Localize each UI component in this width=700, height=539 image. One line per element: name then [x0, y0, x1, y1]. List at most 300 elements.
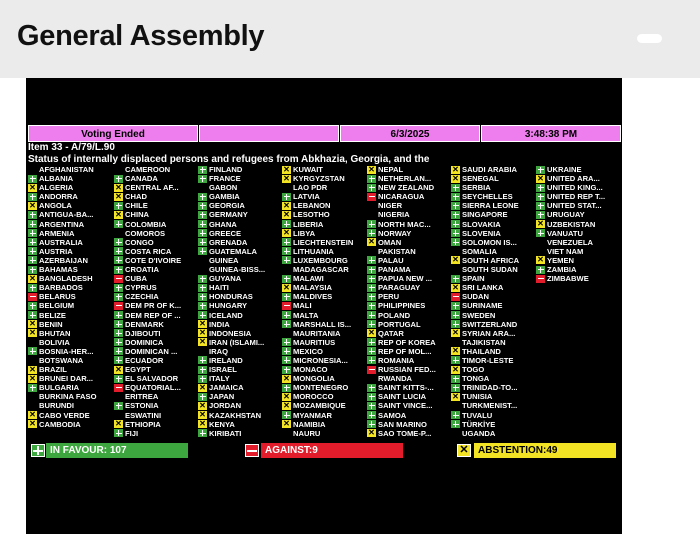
country-name: URUGUAY	[547, 210, 585, 220]
country-vote-row	[28, 201, 114, 210]
country-name: CYPRUS	[125, 283, 157, 293]
plus-icon	[114, 284, 123, 292]
country-vote-row	[198, 283, 284, 292]
plus-icon	[282, 356, 291, 364]
country-vote-row	[367, 283, 453, 292]
country-name: LITHUANIA	[293, 246, 334, 256]
plus-icon	[31, 444, 45, 457]
vote-column	[114, 165, 200, 438]
x-icon: ✕	[283, 210, 290, 219]
country-name: MAURITANIA	[293, 328, 341, 338]
plus-icon	[282, 411, 291, 419]
x-icon: ✕	[368, 237, 375, 247]
vote-column	[536, 165, 622, 283]
date-banner: 6/3/2025	[340, 125, 480, 142]
vote-column	[28, 165, 114, 429]
country-vote-row	[451, 420, 537, 429]
country-vote-row	[114, 429, 200, 438]
plus-icon	[198, 293, 207, 301]
country-vote-row	[451, 183, 537, 192]
country-vote-row	[536, 247, 622, 256]
plus-icon	[451, 320, 460, 328]
country-name: FIJI	[125, 428, 139, 438]
plus-icon	[282, 347, 291, 355]
country-vote-row	[451, 238, 537, 247]
country-vote-row	[282, 311, 368, 320]
plus-icon	[536, 193, 545, 201]
country-name: JAPAN	[209, 392, 235, 402]
plus-icon	[367, 275, 376, 283]
country-name: BURUNDI	[39, 401, 75, 411]
x-icon: ✕	[283, 165, 290, 174]
country-vote-row	[282, 165, 368, 174]
no-vote-blank	[28, 393, 37, 401]
country-vote-row	[198, 274, 284, 283]
country-name: BRUNEI DAR...	[39, 374, 94, 384]
plus-icon	[28, 247, 37, 255]
country-name: LIBYA	[293, 228, 316, 238]
x-icon: ✕	[199, 401, 206, 410]
country-vote-row	[536, 265, 622, 274]
plus-icon	[198, 275, 207, 283]
country-name: LAO PDR	[293, 183, 328, 193]
country-name: FRANCE	[209, 174, 241, 184]
x-icon: ✕	[29, 410, 36, 420]
country-name: YEMEN	[547, 255, 575, 265]
page-title: General Assembly	[17, 20, 265, 52]
country-name: BENIN	[39, 319, 63, 329]
plus-icon	[367, 266, 376, 274]
country-vote-row	[282, 292, 368, 301]
country-vote-row	[451, 329, 537, 338]
x-icon: ✕	[115, 210, 122, 219]
x-icon: ✕	[452, 328, 459, 338]
country-name: BOSNIA-HER...	[39, 346, 94, 356]
country-vote-row	[282, 401, 368, 410]
plus-icon	[28, 347, 37, 355]
plus-icon	[367, 311, 376, 319]
country-vote-row	[451, 356, 537, 365]
country-name: ROMANIA	[378, 355, 415, 365]
country-name: NAMIBIA	[293, 419, 326, 429]
plus-icon	[367, 320, 376, 328]
no-vote-blank	[28, 166, 37, 174]
plus-icon	[28, 238, 37, 246]
country-vote-row	[28, 374, 114, 383]
country-vote-row	[114, 338, 200, 347]
plus-icon	[536, 229, 545, 237]
plus-icon	[28, 302, 37, 310]
country-name: GABON	[209, 183, 238, 193]
plus-icon	[198, 311, 207, 319]
x-icon: ✕	[115, 365, 122, 374]
country-name: GRENADA	[209, 237, 248, 247]
country-vote-row	[28, 220, 114, 229]
country-name: SLOVAKIA	[462, 219, 501, 229]
country-vote-row	[367, 210, 453, 219]
country-vote-row	[367, 165, 453, 174]
country-vote-row	[282, 383, 368, 392]
country-vote-row	[114, 365, 200, 374]
country-name: GEORGIA	[209, 201, 245, 211]
country-vote-row	[282, 274, 368, 283]
plus-icon	[28, 311, 37, 319]
plus-icon	[114, 329, 123, 337]
country-vote-row	[451, 401, 537, 410]
plus-icon	[367, 338, 376, 346]
country-vote-row	[367, 356, 453, 365]
country-name: BELGIUM	[39, 301, 75, 311]
country-name: NORTH MAC...	[378, 219, 431, 229]
country-name: CROATIA	[125, 265, 160, 275]
country-name: DEM PR OF K...	[125, 301, 182, 311]
country-name: IRAQ	[209, 346, 228, 356]
country-name: MALTA	[293, 310, 319, 320]
country-vote-row	[28, 329, 114, 338]
plus-icon	[198, 202, 207, 210]
no-vote-blank	[536, 247, 545, 255]
country-vote-row	[536, 274, 622, 283]
country-name: AZERBAIJAN	[39, 255, 88, 265]
country-vote-row	[282, 338, 368, 347]
country-name: UKRAINE	[547, 165, 582, 174]
minus-icon	[451, 293, 460, 301]
no-vote-blank	[282, 429, 291, 437]
plus-icon	[114, 175, 123, 183]
plus-icon	[114, 375, 123, 383]
country-vote-row	[114, 311, 200, 320]
vote-column	[367, 165, 453, 438]
plus-icon	[282, 338, 291, 346]
abstention-total: ABSTENTION:49	[474, 443, 616, 458]
country-vote-row	[367, 383, 453, 392]
country-vote-row	[536, 256, 622, 265]
plus-icon	[282, 293, 291, 301]
country-vote-row	[536, 210, 622, 219]
no-vote-blank	[367, 247, 376, 255]
country-vote-row	[367, 392, 453, 401]
country-name: GHANA	[209, 219, 237, 229]
country-name: BOLIVIA	[39, 337, 70, 347]
country-vote-row	[536, 192, 622, 201]
country-vote-row	[367, 256, 453, 265]
country-vote-row	[198, 356, 284, 365]
no-vote-blank	[28, 356, 37, 364]
country-vote-row	[282, 329, 368, 338]
plus-icon	[451, 229, 460, 237]
country-name: MALAYSIA	[293, 283, 332, 293]
plus-icon	[367, 411, 376, 419]
country-vote-row	[451, 229, 537, 238]
country-name: HONDURAS	[209, 292, 253, 302]
no-vote-blank	[367, 211, 376, 219]
country-vote-row	[28, 183, 114, 192]
country-vote-row	[198, 374, 284, 383]
country-vote-row	[198, 220, 284, 229]
country-name: NIGER	[378, 201, 403, 211]
country-vote-row	[282, 220, 368, 229]
country-name: KIRIBATI	[209, 428, 242, 438]
country-name: TIMOR-LESTE	[462, 355, 514, 365]
x-icon: ✕	[29, 328, 36, 338]
country-vote-row	[367, 374, 453, 383]
plus-icon	[451, 302, 460, 310]
country-name: SOUTH SUDAN	[462, 265, 518, 275]
menu-pill-button[interactable]	[637, 34, 662, 43]
country-name: GREECE	[209, 228, 242, 238]
country-vote-row	[198, 365, 284, 374]
country-name: REP OF KOREA	[378, 337, 436, 347]
plus-icon	[451, 356, 460, 364]
no-vote-blank	[282, 184, 291, 192]
plus-icon	[282, 384, 291, 392]
plus-icon	[198, 375, 207, 383]
country-name: SIERRA LEONE	[462, 201, 519, 211]
country-name: TAJIKISTAN	[462, 337, 506, 347]
country-vote-row	[282, 301, 368, 310]
country-vote-row	[451, 256, 537, 265]
minus-icon	[367, 366, 376, 374]
country-vote-row	[28, 256, 114, 265]
country-vote-row	[28, 356, 114, 365]
country-vote-row	[282, 374, 368, 383]
no-vote-blank	[198, 347, 207, 355]
country-vote-row	[198, 311, 284, 320]
plus-icon	[28, 384, 37, 392]
country-name: DJIBOUTI	[125, 328, 161, 338]
country-name: KENYA	[209, 419, 235, 429]
country-vote-row	[28, 283, 114, 292]
country-vote-row	[282, 229, 368, 238]
x-icon: ✕	[537, 174, 544, 183]
plus-icon	[28, 193, 37, 201]
in-favour-total: IN FAVOUR: 107	[46, 443, 188, 458]
country-name: SOMALIA	[462, 246, 498, 256]
no-vote-blank	[451, 266, 460, 274]
country-vote-row	[451, 283, 537, 292]
plus-icon	[28, 229, 37, 237]
country-vote-row	[451, 347, 537, 356]
country-vote-row	[367, 301, 453, 310]
country-name: MONGOLIA	[293, 374, 335, 384]
country-name: COSTA RICA	[125, 246, 172, 256]
no-vote-blank	[114, 166, 123, 174]
country-name: CENTRAL AF...	[125, 183, 179, 193]
country-vote-row	[282, 247, 368, 256]
country-name: LUXEMBOURG	[293, 255, 348, 265]
x-icon: ✕	[29, 319, 36, 329]
voting-board	[26, 78, 622, 534]
plus-icon	[367, 220, 376, 228]
plus-icon	[282, 238, 291, 246]
plus-icon	[198, 166, 207, 174]
country-vote-row	[282, 392, 368, 401]
country-name: SAMOA	[378, 410, 407, 420]
country-vote-row	[198, 292, 284, 301]
country-name: SPAIN	[462, 274, 485, 284]
no-vote-blank	[114, 229, 123, 237]
country-name: SLOVENIA	[462, 228, 501, 238]
country-name: SAUDI ARABIA	[462, 165, 517, 174]
country-vote-row	[114, 383, 200, 392]
country-vote-row	[198, 265, 284, 274]
no-vote-blank	[198, 266, 207, 274]
vote-column	[451, 165, 537, 438]
plus-icon	[367, 284, 376, 292]
plus-icon	[367, 256, 376, 264]
country-name: BELIZE	[39, 310, 67, 320]
plus-icon	[114, 293, 123, 301]
country-vote-row	[282, 365, 368, 374]
x-icon: ✕	[452, 283, 459, 292]
x-icon: ✕	[368, 165, 375, 174]
country-vote-row	[451, 365, 537, 374]
country-vote-row	[198, 256, 284, 265]
plus-icon	[367, 302, 376, 310]
country-vote-row	[451, 165, 537, 174]
x-icon: ✕	[29, 365, 36, 374]
country-name: NEPAL	[378, 165, 404, 174]
plus-icon	[367, 229, 376, 237]
plus-icon	[536, 202, 545, 210]
plus-icon	[198, 193, 207, 201]
country-vote-row	[536, 174, 622, 183]
country-vote-row	[536, 229, 622, 238]
country-name: SYRIAN ARA...	[462, 328, 516, 338]
country-name: VIET NAM	[547, 246, 584, 256]
x-icon: ✕	[537, 219, 544, 229]
no-vote-blank	[28, 402, 37, 410]
no-vote-blank	[451, 402, 460, 410]
country-name: ISRAEL	[209, 365, 237, 375]
plus-icon	[114, 202, 123, 210]
country-vote-row	[367, 265, 453, 274]
country-name: CZECHIA	[125, 292, 159, 302]
country-name: ARMENIA	[39, 228, 75, 238]
country-name: SUDAN	[462, 292, 490, 302]
country-name: MEXICO	[293, 346, 323, 356]
plus-icon	[198, 220, 207, 228]
country-vote-row	[28, 165, 114, 174]
plus-icon	[282, 247, 291, 255]
country-name: KUWAIT	[293, 165, 323, 174]
country-vote-row	[282, 174, 368, 183]
x-icon: ✕	[283, 228, 290, 238]
country-name: JAMAICA	[209, 383, 244, 393]
country-name: CHAD	[125, 192, 147, 202]
country-vote-row	[114, 347, 200, 356]
country-name: MALI	[293, 301, 312, 311]
country-vote-row	[114, 192, 200, 201]
country-name: SURINAME	[462, 301, 503, 311]
country-name: ANTIGUA-BA...	[39, 210, 94, 220]
country-vote-row	[114, 392, 200, 401]
country-name: PANAMA	[378, 265, 411, 275]
country-name: MALAWI	[293, 274, 324, 284]
country-vote-row	[198, 165, 284, 174]
country-name: LESOTHO	[293, 210, 330, 220]
plus-icon	[28, 266, 37, 274]
country-name: FINLAND	[209, 165, 243, 174]
x-icon: ✕	[199, 319, 206, 329]
x-icon: ✕	[452, 365, 459, 374]
plus-icon	[451, 220, 460, 228]
x-icon: ✕	[283, 419, 290, 429]
plus-icon	[114, 347, 123, 355]
country-vote-row	[114, 283, 200, 292]
plus-icon	[451, 375, 460, 383]
country-name: ZAMBIA	[547, 265, 577, 275]
country-vote-row	[114, 201, 200, 210]
country-name: BHUTAN	[39, 328, 71, 338]
country-vote-row	[367, 329, 453, 338]
country-vote-row	[282, 265, 368, 274]
country-name: NAURU	[293, 428, 321, 438]
country-vote-row	[367, 320, 453, 329]
country-vote-row	[114, 165, 200, 174]
country-vote-row	[367, 192, 453, 201]
plus-icon	[114, 311, 123, 319]
country-name: PERU	[378, 292, 400, 302]
country-vote-row	[451, 392, 537, 401]
x-icon: ✕	[199, 337, 206, 347]
country-name: SINGAPORE	[462, 210, 508, 220]
country-name: ALBANIA	[39, 174, 74, 184]
country-vote-row	[28, 238, 114, 247]
country-vote-row	[451, 429, 537, 438]
plus-icon	[451, 238, 460, 246]
country-name: HAITI	[209, 283, 229, 293]
country-name: CABO VERDE	[39, 410, 90, 420]
country-name: ARGENTINA	[39, 219, 85, 229]
x-icon: ✕	[115, 183, 122, 192]
plus-icon	[198, 211, 207, 219]
x-icon: ✕	[115, 419, 122, 429]
country-vote-row	[367, 365, 453, 374]
plus-icon	[282, 193, 291, 201]
country-name: BOTSWANA	[39, 355, 84, 365]
country-name: QATAR	[378, 328, 404, 338]
country-vote-row	[198, 301, 284, 310]
country-vote-row	[367, 247, 453, 256]
country-name: VENEZUELA	[547, 237, 593, 247]
plus-icon	[282, 220, 291, 228]
country-vote-row	[367, 238, 453, 247]
country-vote-row	[114, 374, 200, 383]
country-vote-row	[198, 174, 284, 183]
x-icon: ✕	[368, 328, 375, 338]
country-vote-row	[198, 383, 284, 392]
country-name: ICELAND	[209, 310, 243, 320]
minus-icon	[28, 293, 37, 301]
country-name: ANDORRA	[39, 192, 78, 202]
country-name: SOLOMON IS...	[462, 237, 517, 247]
plus-icon	[114, 266, 123, 274]
country-name: IRELAND	[209, 355, 243, 365]
country-vote-row	[451, 338, 537, 347]
country-name: PAKISTAN	[378, 246, 416, 256]
country-name: NEW ZEALAND	[378, 183, 435, 193]
no-vote-blank	[198, 256, 207, 264]
country-vote-row	[114, 220, 200, 229]
country-vote-row	[282, 183, 368, 192]
minus-icon	[114, 275, 123, 283]
country-vote-row	[282, 201, 368, 210]
country-vote-row	[451, 220, 537, 229]
x-icon: ✕	[283, 174, 290, 183]
country-vote-row	[367, 183, 453, 192]
country-name: DOMINICA	[125, 337, 164, 347]
